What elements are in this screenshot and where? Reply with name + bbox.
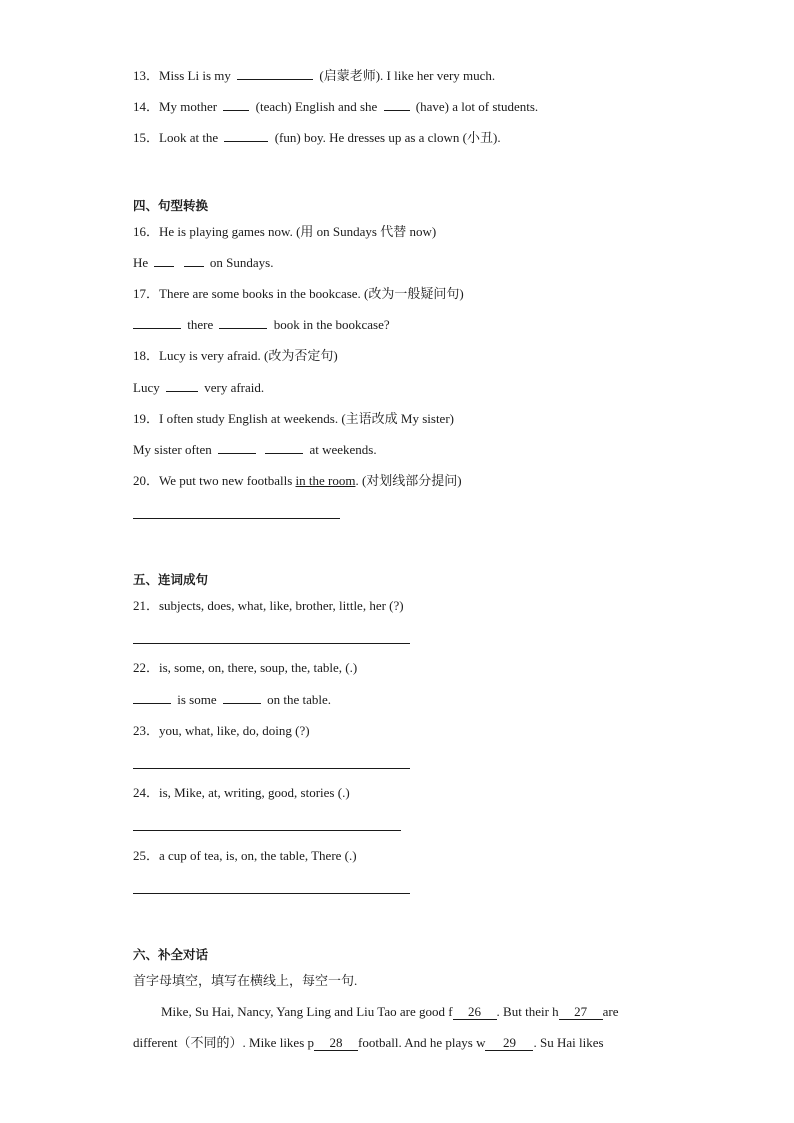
question-17-prompt: 17．There are some books in the bookcase. (改为一般疑问句) <box>133 286 464 301</box>
passage-l1-middle: . But their h <box>496 1004 559 1019</box>
q22-answer-end: on the table. <box>267 692 332 707</box>
q25-answer-line[interactable] <box>133 893 410 894</box>
q22-answer-blank-1[interactable] <box>133 691 171 704</box>
section-4-heading: 四、句型转换 <box>133 198 209 213</box>
blank-29-number: 29 <box>502 1035 516 1050</box>
question-13 <box>133 67 495 85</box>
passage-line-1 <box>133 1003 689 1021</box>
question-18-answer <box>133 379 264 397</box>
q15-text-start: 15．Look at the <box>133 130 219 145</box>
blank-28-number: 28 <box>329 1035 343 1050</box>
section-6-instruction: 首字母填空，填写在横线上，每空一句. <box>133 973 358 988</box>
q17-answer-blank-1[interactable] <box>133 316 181 329</box>
question-21-prompt: 21．subjects, does, what, like, brother, little, her (?) <box>133 598 404 613</box>
question-19-answer <box>133 441 377 459</box>
blank-27[interactable] <box>559 1005 603 1020</box>
passage-l1-end: are <box>602 1004 619 1019</box>
section-6-heading: 六、补全对话 <box>133 947 209 962</box>
q21-answer-line[interactable] <box>133 643 410 644</box>
blank-26-number: 26 <box>468 1004 482 1019</box>
q13-text-end: (启蒙老师). I like her very much. <box>319 68 496 83</box>
q16-answer-blank-2[interactable] <box>184 254 204 267</box>
q19-answer-start: My sister often <box>133 442 212 457</box>
question-22-answer <box>133 691 331 709</box>
question-17-answer <box>133 316 390 334</box>
q18-answer-end: very afraid. <box>204 380 265 395</box>
q16-answer-blank-1[interactable] <box>154 254 174 267</box>
q14-text-middle: (teach) English and she <box>255 99 378 114</box>
q13-text-start: 13．Miss Li is my <box>133 68 231 83</box>
blank-26[interactable] <box>453 1005 497 1020</box>
q15-text-end: (fun) boy. He dresses up as a clown (小丑). <box>274 130 501 145</box>
q18-answer-blank[interactable] <box>166 379 198 392</box>
question-23-prompt: 23．you, what, like, do, doing (?) <box>133 723 310 738</box>
question-18-prompt: 18．Lucy is very afraid. (改为否定句) <box>133 348 338 363</box>
passage-l2-end: . Su Hai likes <box>533 1035 604 1050</box>
question-22-prompt: 22．is, some, on, there, soup, the, table, (.) <box>133 660 358 675</box>
q19-answer-end: at weekends. <box>309 442 377 457</box>
section-5-heading: 五、连词成句 <box>133 572 209 587</box>
question-14 <box>133 98 538 116</box>
question-20-prompt <box>133 472 462 490</box>
q20-answer-line[interactable] <box>133 518 340 519</box>
question-16-prompt: 16．He is playing games now. (用 on Sundays 代替 now) <box>133 224 437 239</box>
passage-l2-middle: football. And he plays w <box>358 1035 486 1050</box>
q13-answer-blank[interactable] <box>237 67 313 80</box>
passage-l2-start: different（不同的）. Mike likes p <box>133 1035 315 1050</box>
q22-answer-blank-2[interactable] <box>223 691 261 704</box>
q20-text-start: 20．We put two new footballs <box>133 473 296 488</box>
q18-answer-start: Lucy <box>133 380 160 395</box>
q17-answer-end: book in the bookcase? <box>273 317 390 332</box>
question-25-prompt: 25．a cup of tea, is, on, the table, There (.) <box>133 848 357 863</box>
question-24-prompt: 24．is, Mike, at, writing, good, stories (.) <box>133 785 350 800</box>
passage-l1-start: Mike, Su Hai, Nancy, Yang Ling and Liu Tao are good f <box>161 1004 453 1019</box>
q14-text-start: 14．My mother <box>133 99 218 114</box>
blank-27-number: 27 <box>574 1004 588 1019</box>
q22-answer-middle: is some <box>177 692 217 707</box>
passage-line-2 <box>133 1034 661 1052</box>
q24-answer-line[interactable] <box>133 830 401 831</box>
q14-answer-blank-2[interactable] <box>384 98 410 111</box>
q15-answer-blank[interactable] <box>224 129 268 142</box>
q23-answer-line[interactable] <box>133 768 410 769</box>
q14-text-end: (have) a lot of students. <box>415 99 539 114</box>
q19-answer-blank-1[interactable] <box>218 441 256 454</box>
q16-answer-end: on Sundays. <box>209 255 274 270</box>
q14-answer-blank-1[interactable] <box>223 98 249 111</box>
question-16-answer <box>133 254 273 272</box>
q19-answer-blank-2[interactable] <box>265 441 303 454</box>
blank-29[interactable] <box>485 1036 533 1051</box>
q20-text-end: . (对划线部分提问) <box>355 473 462 488</box>
q17-answer-blank-2[interactable] <box>219 316 267 329</box>
q16-answer-start: He <box>133 255 149 270</box>
blank-28[interactable] <box>314 1036 358 1051</box>
question-19-prompt: 19．I often study English at weekends. (主语改成 My sister) <box>133 411 454 426</box>
q17-answer-middle: there <box>187 317 214 332</box>
question-15 <box>133 129 501 147</box>
q20-underlined-phrase: in the room <box>295 473 356 488</box>
